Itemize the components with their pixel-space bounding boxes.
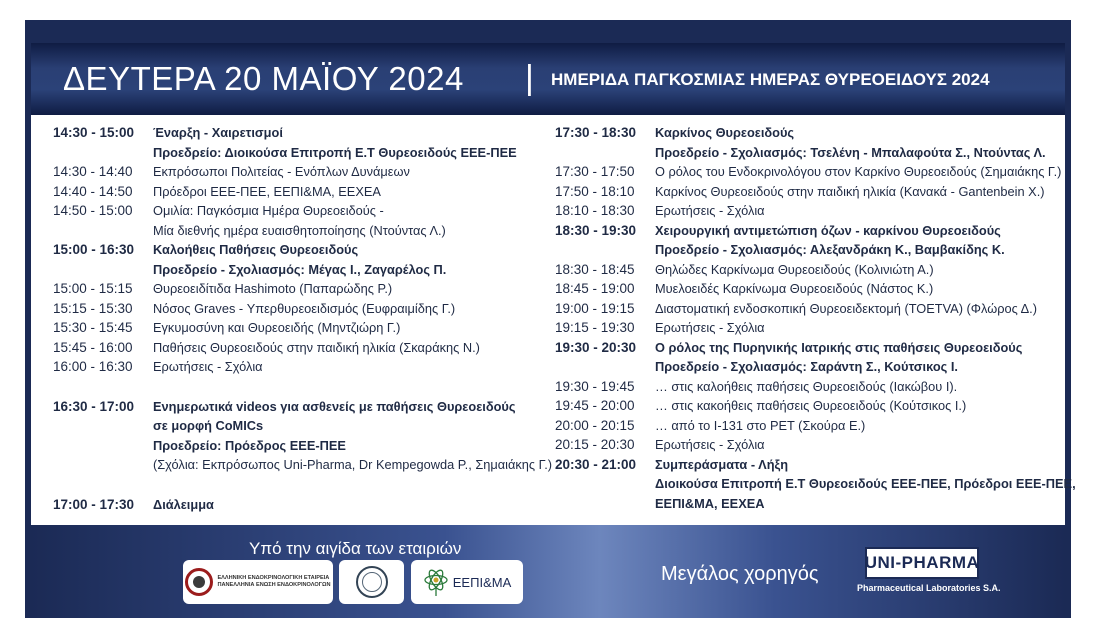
program-row [53, 497, 543, 517]
talk-title: Θυρεοειδίτιδα Hashimoto (Παπαρώδης Ρ.) [153, 281, 393, 296]
talk-title-cont: Μία διεθνής ημέρα ευαισθητοποίησης (Ντούντας Λ.) [153, 222, 446, 238]
atom-icon [423, 567, 449, 597]
talk-time: 15:45 - 16:00 [53, 339, 133, 355]
session-chairs: Προεδρείο: Διοικούσα Επιτροπή Ε.Τ Θυρεοειδούς ΕΕΕ-ΠΕΕ [153, 144, 517, 160]
talk-title: Πρόεδροι ΕΕΕ-ΠΕΕ, ΕΕΠΙ&ΜΑ, ΕΕΧΕΑ [153, 183, 381, 199]
program-row [53, 223, 543, 243]
talk-title: Θηλώδες Καρκίνωμα Θυρεοειδούς (Κολινιώτη Α.) [655, 261, 934, 277]
talk-title: … από το Ι-131 στο PET (Σκούρα Ε.) [655, 417, 866, 433]
talk-title: Ερωτήσεις - Σχόλια [655, 203, 765, 218]
program-row [53, 145, 543, 165]
session-title: Έναρξη - Χαιρετισμοί [153, 125, 283, 140]
session-title: Ο ρόλος της Πυρηνικής Ιατρικής στις παθήσεις Θυρεοειδούς [655, 339, 1023, 355]
program-row [53, 320, 543, 340]
society-logo-text [217, 575, 330, 589]
session-chairs-cont: ΕΕΠΙ&ΜΑ, ΕΕΧΕΑ [655, 495, 765, 511]
talk-time: 20:00 - 20:15 [555, 417, 635, 433]
talk-title: Νόσος Graves - Υπερθυρεοειδισμός (Ευφραιμίδης Γ.) [153, 300, 456, 316]
talk-time: 18:10 - 18:30 [555, 203, 635, 218]
session-time: 16:30 - 17:00 [53, 398, 135, 414]
auspices-label: Υπό την αιγίδα των εταιριών [249, 539, 462, 558]
header-separator: | [525, 59, 534, 97]
society-logo-line1: ΕΛΛΗΝΙΚΗ ΕΝΔΟΚΡΙΝΟΛΟΓΙΚΗ ΕΤΑΙΡΕΙΑ [217, 575, 330, 581]
spacer [53, 477, 543, 497]
program-row [53, 457, 553, 477]
program-column-right [555, 125, 1076, 515]
program-row [53, 399, 543, 419]
program-row [555, 184, 1055, 204]
event-date: ΔΕΥΤΕΡΑ 20 ΜΑΪΟΥ 2024 [63, 60, 464, 97]
talk-time: 20:15 - 20:30 [555, 437, 635, 452]
session-chairs: Προεδρείο - Σχολιασμός: Αλεξανδράκη Κ., Βαμβακίδης Κ. [655, 242, 1005, 257]
talk-time: 14:30 - 14:40 [53, 164, 133, 179]
talk-time: 15:30 - 15:45 [53, 320, 133, 335]
talk-time: 17:30 - 17:50 [555, 164, 635, 179]
talk-title: Ομιλία: Παγκόσμια Ημέρα Θυρεοειδούς - [153, 203, 384, 218]
talk-time: 18:30 - 18:45 [555, 261, 635, 277]
program-row [53, 164, 543, 184]
talk-time: 15:00 - 15:15 [53, 281, 133, 296]
program-row [555, 301, 1055, 321]
break-time: 17:00 - 17:30 [53, 496, 135, 512]
spacer [53, 379, 543, 399]
session-title-cont: σε μορφή CoMICs [153, 418, 264, 433]
event-title: ΗΜΕΡΙΔΑ ΠΑΓΚΟΣΜΙΑΣ ΗΜΕΡΑΣ ΘΥΡΕΟΕΙΔΟΥΣ 2024 [551, 70, 990, 89]
program-row [555, 320, 1055, 340]
program-row [53, 418, 543, 438]
program-row [53, 301, 543, 321]
uni-pharma-subtitle: Pharmaceutical Laboratories S.A. [857, 583, 1001, 593]
break-title: Διάλειμμα [153, 496, 214, 512]
footer-banner [31, 525, 1065, 618]
session-time: 19:30 - 20:30 [555, 339, 637, 355]
talk-time: 19:15 - 19:30 [555, 320, 635, 335]
program-row [53, 125, 543, 145]
program-row [555, 437, 1055, 457]
program-row [555, 262, 1055, 282]
program-row [555, 398, 1055, 418]
talk-time: 15:15 - 15:30 [53, 300, 133, 316]
program-row [53, 184, 543, 204]
talk-title: Εκπρόσωποι Πολιτείας - Ενόπλων Δυνάμεων [153, 164, 410, 179]
program-row [53, 242, 543, 262]
session-time: 14:30 - 15:00 [53, 125, 135, 140]
session-chairs: Προεδρείο: Πρόεδρος ΕΕΕ-ΠΕΕ [153, 437, 346, 453]
program-row [555, 476, 1076, 496]
program-column-left [53, 125, 553, 516]
talk-title: Ο ρόλος του Ενδοκρινολόγου στον Καρκίνο Θυρεοειδούς (Σημαιάκης Γ.) [655, 164, 1062, 179]
program-row [555, 145, 1055, 165]
seal-emblem-icon [356, 566, 388, 598]
program-row [555, 457, 1055, 477]
program-row [53, 438, 543, 458]
eepima-logo-text: ΕΕΠΙ&ΜΑ [452, 574, 512, 590]
talk-time: 14:50 - 15:00 [53, 203, 133, 218]
program-row [555, 223, 1055, 243]
program-row [555, 340, 1055, 360]
talk-time: 14:40 - 14:50 [53, 183, 133, 199]
session-title: Ενημερωτικά videos για ασθενείς με παθήσεις Θυρεοειδούς [153, 398, 516, 414]
program-row [53, 359, 543, 379]
session-title: Καλοήθεις Παθήσεις Θυρεοειδούς [153, 242, 359, 257]
session-title: Χειρουργική αντιμετώπιση όζων - καρκίνου Θυρεοειδούς [655, 222, 1001, 238]
session-time: 15:00 - 16:30 [53, 242, 135, 257]
talk-title: Ερωτήσεις - Σχόλια [655, 320, 765, 335]
session-chairs: Προεδρείο - Σχολιασμός: Τσελένη - Μπαλαφούτα Σ., Ντούντας Λ. [655, 144, 1046, 160]
program-row [555, 359, 1055, 379]
talk-title: Εγκυμοσύνη και Θυρεοειδής (Μηντζιώρη Γ.) [153, 320, 401, 335]
endocrine-society-logo [183, 560, 333, 604]
society-emblem-icon [185, 568, 213, 596]
session-time: 20:30 - 21:00 [555, 456, 637, 472]
talk-title: Ερωτήσεις - Σχόλια [655, 437, 765, 452]
talk-time: 19:45 - 20:00 [555, 398, 635, 413]
program-row [53, 262, 543, 282]
program-row [53, 340, 543, 360]
eepima-logo [411, 560, 523, 604]
program-row [555, 164, 1062, 184]
session-time: 18:30 - 19:30 [555, 222, 637, 238]
header-banner [31, 43, 1065, 115]
talk-title: Παθήσεις Θυρεοειδούς στην παιδική ηλικία (Σκαράκης Ν.) [153, 339, 480, 355]
program-row [555, 379, 1055, 399]
session-time: 17:30 - 18:30 [555, 125, 637, 140]
talk-title: … στις κακοήθεις παθήσεις Θυρεοειδούς (Κούτσικος Ι.) [655, 398, 967, 413]
program-row [555, 242, 1055, 262]
session-title: Συμπεράσματα - Λήξη [655, 456, 789, 472]
talk-time: 19:30 - 19:45 [555, 378, 635, 394]
session-chairs: Προεδρείο - Σχολιασμός: Μέγας Ι., Ζαγαρέλος Π. [153, 261, 447, 277]
program-row [555, 418, 1055, 438]
talk-title: Καρκίνος Θυρεοειδούς στην παιδική ηλικία (Κανακά - Gantenbein Χ.) [655, 183, 1045, 199]
talk-time: 16:00 - 16:30 [53, 359, 133, 374]
session-title: Καρκίνος Θυρεοειδούς [655, 125, 795, 140]
program-row [555, 496, 1055, 516]
society-seal-logo [339, 560, 404, 604]
uni-pharma-badge: UNI-PHARMA [865, 547, 979, 579]
talk-title: … στις καλοήθεις παθήσεις Θυρεοειδούς (Ιακώβου Ι). [655, 378, 958, 394]
talk-time: 17:50 - 18:10 [555, 183, 635, 199]
program-content [31, 115, 1076, 525]
session-comments: (Σχόλια: Εκπρόσωπος Uni-Pharma, Dr Kempegowda P., Σημαιάκης Γ.) [153, 457, 553, 472]
program-row [555, 125, 1055, 145]
talk-time: 19:00 - 19:15 [555, 300, 635, 316]
program-row [53, 203, 543, 223]
program-row [53, 281, 543, 301]
society-logo-line2: ΠΑΝΕΛΛΗΝΙΑ ΕΝΩΣΗ ΕΝΔΟΚΡΙΝΟΛΟΓΩΝ [217, 582, 331, 588]
talk-time: 18:45 - 19:00 [555, 281, 635, 296]
session-chairs: Διοικούσα Επιτροπή Ε.Τ Θυρεοειδούς ΕΕΕ-ΠΕΕ, Πρόεδροι ΕΕΕ-ΠΕΕ, [655, 476, 1076, 491]
program-row [555, 281, 1055, 301]
major-sponsor-label: Μεγάλος χορηγός [661, 563, 819, 585]
talk-title: Ερωτήσεις - Σχόλια [153, 359, 263, 374]
program-row [555, 203, 1055, 223]
talk-title: Διαστοματική ενδοσκοπική Θυρεοειδεκτομή (TOETVA) (Φλώρος Δ.) [655, 300, 1037, 316]
session-chairs: Προεδρείο - Σχολιασμός: Σαράντη Σ., Κούτσικος Ι. [655, 359, 958, 374]
uni-pharma-logo [857, 547, 1001, 601]
talk-title: Μυελοειδές Καρκίνωμα Θυρεοειδούς (Νάστος Κ.) [655, 281, 934, 296]
